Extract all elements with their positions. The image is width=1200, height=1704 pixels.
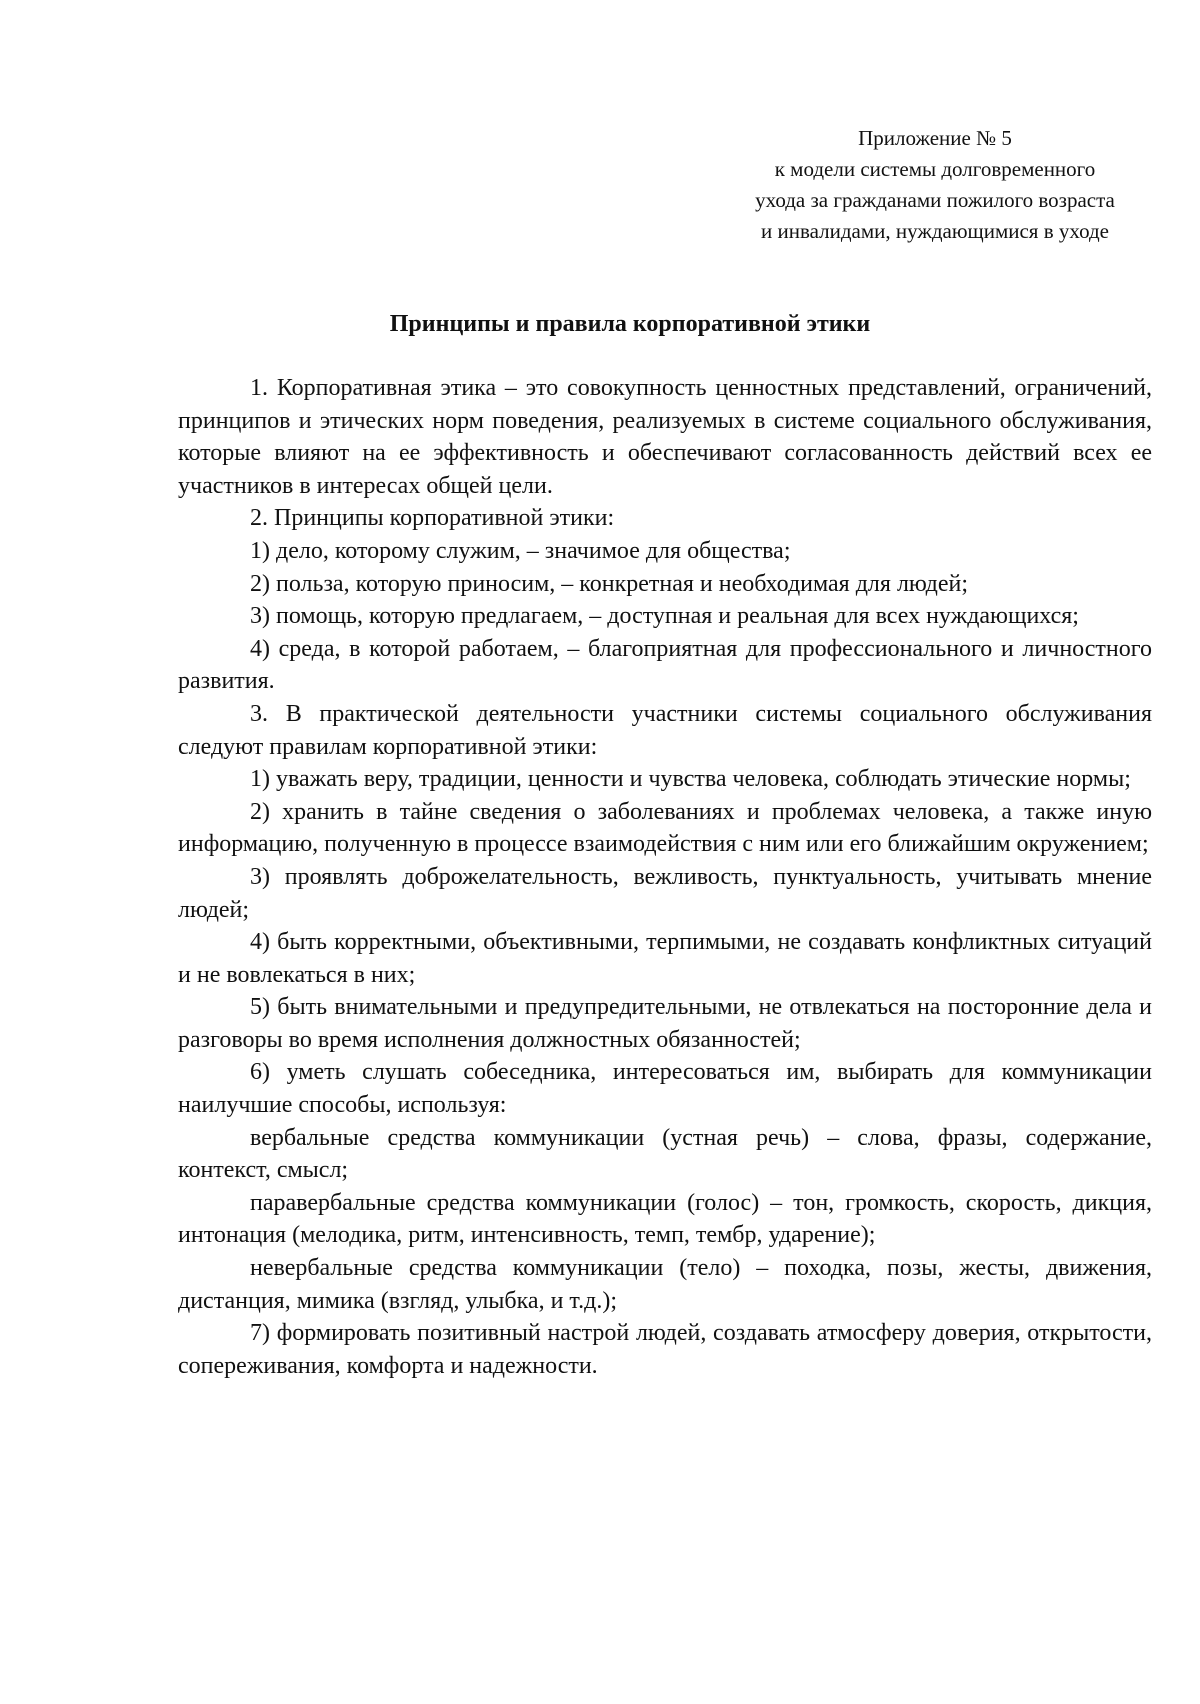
list-item: 1) уважать веру, традиции, ценности и чувства человека, соблюдать этические нормы; — [250, 766, 1131, 793]
list-item: 3) проявлять доброжелательность, вежливость, пунктуальность, учитывать мнение людей; — [178, 863, 1152, 923]
document-title: Принципы и правила корпоративной этики — [389, 311, 871, 337]
list-item: 3) помощь, которую предлагаем, – доступная и реальная для всех нуждающихся; — [250, 603, 1079, 630]
list-item: 4) среда, в которой работаем, – благоприятная для профессионального и личностного развития. — [178, 635, 1152, 695]
appendix-line: и инвалидами, нуждающимися в уходе — [761, 219, 1109, 243]
paragraph: 1. Корпоративная этика – это совокупность ценностных представлений, ограничений, принципов и этических норм поведения, реализуемых в системе социального обслуживания, которые влияют на ее эффективность и обеспечивают согласованность действий всех ее участников в интересах общей цели. — [178, 375, 1152, 499]
list-item: 2) хранить в тайне сведения о заболеваниях и проблемах человека, а также иную информацию, полученную в процессе взаимодействия с ним или его ближайшим окружением; — [178, 798, 1152, 858]
list-item: 4) быть корректными, объективными, терпимыми, не создавать конфликтных ситуаций и не вовлекаться в них; — [178, 929, 1152, 988]
list-item: 7) формировать позитивный настрой людей, создавать атмосферу доверия, открытости, сопереживания, комфорта и надежности. — [178, 1320, 1152, 1379]
list-item: 1) дело, которому служим, – значимое для общества; — [250, 537, 791, 564]
paragraph: 2. Принципы корпоративной этики: — [250, 505, 615, 532]
list-item: вербальные средства коммуникации (устная речь) – слова, фразы, содержание, контекст, смысл; — [178, 1124, 1152, 1184]
paragraph: 3. В практической деятельности участники системы социального обслуживания следуют правилам корпоративной этики: — [178, 700, 1152, 760]
appendix-line: к модели системы долговременного — [774, 157, 1096, 181]
appendix-header — [690, 123, 1180, 247]
list-item: 2) польза, которую приносим, – конкретная и необходимая для людей; — [250, 570, 969, 597]
list-item: 5) быть внимательными и предупредительными, не отвлекаться на посторонние дела и разговоры во время исполнения должностных обязанностей; — [178, 994, 1152, 1053]
list-item: невербальные средства коммуникации (тело) – походка, позы, жесты, движения, дистанция, мимика (взгляд, улыбка, и т.д.); — [178, 1255, 1152, 1314]
list-item: паравербальные средства коммуникации (голос) – тон, громкость, скорость, дикция, интонация (мелодика, ритм, интенсивность, темп, тембр, ударение); — [178, 1189, 1152, 1249]
appendix-line: Приложение № 5 — [858, 126, 1012, 150]
document-body — [178, 372, 1152, 1382]
list-item: 6) уметь слушать собеседника, интересоваться им, выбирать для коммуникации наилучшие способы, используя: — [178, 1059, 1152, 1119]
appendix-line: ухода за гражданами пожилого возраста — [755, 188, 1115, 212]
